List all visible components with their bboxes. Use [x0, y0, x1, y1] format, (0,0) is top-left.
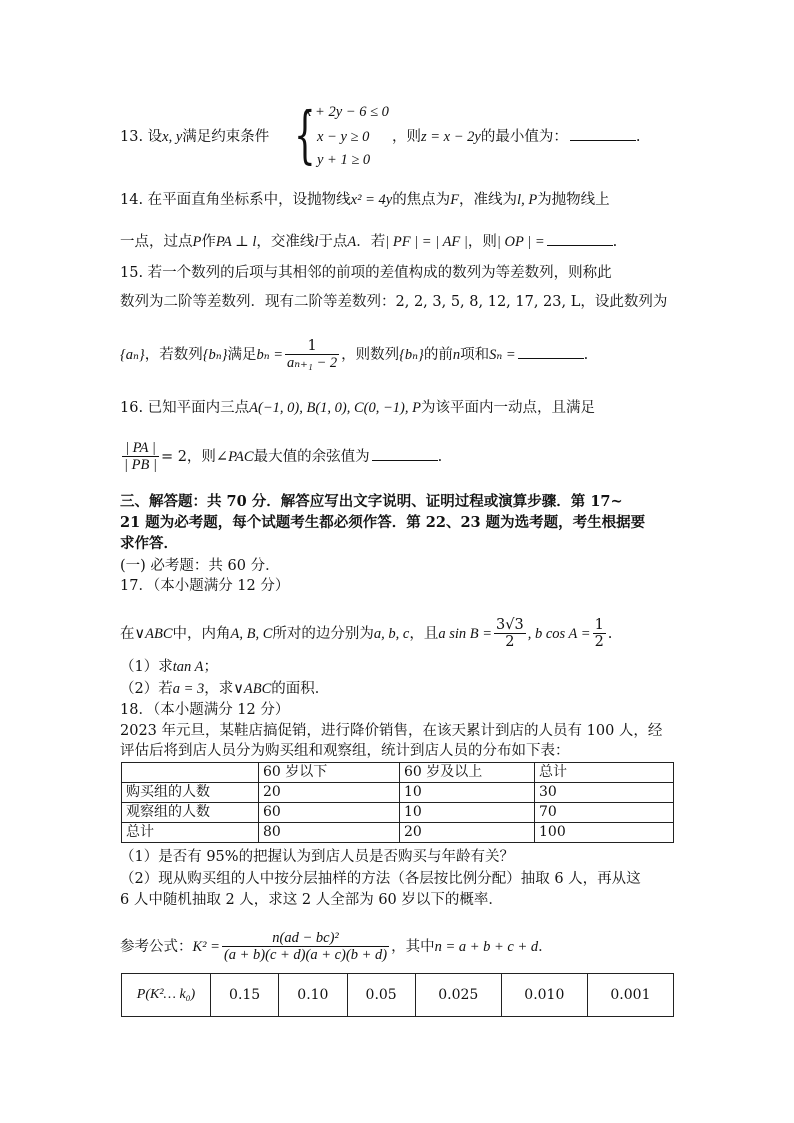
q13-end: . — [635, 129, 641, 145]
table-cell: 0.025 — [415, 974, 501, 1017]
q14-perp: PA ⊥ l — [215, 234, 257, 250]
q14-l: l — [314, 234, 319, 250]
q15-an: {aₙ} — [120, 347, 145, 363]
q14-A: A — [347, 234, 357, 250]
q16-fraction — [122, 440, 159, 474]
q13-constraint-1: x + 2y − 6 ≤ 0 — [305, 104, 389, 120]
q13-expr: z = x − 2y — [421, 129, 481, 145]
q17-p2-b: ，求 — [204, 681, 234, 697]
table-cell: 80 — [259, 823, 400, 843]
q13-then: ，则 — [392, 129, 421, 145]
q17-text-b: 中，内角 — [172, 626, 231, 642]
q17-p1-expr: tan A — [172, 659, 204, 675]
q13-number: 13. 设 — [120, 129, 163, 145]
q13-constraint-2: x − y ≥ 0 — [317, 129, 370, 145]
table-cell: 30 — [535, 783, 674, 803]
q18-part-2-line-2: 6 人中随机抽取 2 人，求这 2 人全部为 60 岁以下的概率． — [120, 892, 503, 908]
q14-op: | OP | = — [496, 234, 545, 250]
q14-F: F — [450, 192, 460, 208]
q15-end: . — [583, 347, 589, 363]
section3-line-3: 求作答． — [120, 535, 178, 552]
table-cell: 0.001 — [587, 974, 673, 1017]
q16-text-a: 16. 已知平面内三点 — [120, 400, 250, 416]
q17-f2-den: 2 — [594, 634, 604, 650]
q14-P: P — [192, 234, 202, 250]
table-header-cell — [122, 763, 259, 783]
q13-line — [120, 127, 269, 147]
q17-p1-a: （1）求 — [120, 659, 173, 675]
q17-sides: a, b, c — [373, 626, 410, 642]
q15-frac-den: aₙ₊₁ − 2 — [287, 355, 338, 371]
q16-text-c: ，则 — [186, 449, 216, 465]
formula-n: n = a + b + c + d — [434, 939, 539, 955]
formula-lhs: K² = — [192, 939, 220, 955]
q16-answer-blank — [372, 447, 438, 461]
q13-text: 满足约束条件 — [182, 129, 270, 145]
q14-text-c: ，准线为 — [459, 192, 518, 208]
q15-text-a: 数列为二阶等差数列．现有二阶等差数列： — [120, 294, 396, 310]
table-cell: 0.15 — [211, 974, 279, 1017]
table-row — [122, 803, 674, 823]
q17-part-2 — [120, 679, 329, 699]
table-cell: 0.05 — [347, 974, 415, 1017]
table-cell: 10 — [400, 803, 535, 823]
q15-n: n — [452, 347, 461, 363]
reference-formula — [120, 930, 553, 964]
q15-text-d: 满足 — [227, 347, 257, 363]
q17-stem — [120, 617, 612, 651]
q16-text-d: 最大值的余弦值为 — [253, 449, 370, 465]
table-cell: 20 — [400, 823, 535, 843]
table-cell: 70 — [535, 803, 674, 823]
q16-eq: = 2 — [160, 449, 187, 465]
table-cell: 购买组的人数 — [122, 783, 259, 803]
q17-p2-a: （2）若 — [120, 681, 173, 697]
formula-label: 参考公式： — [120, 939, 193, 955]
q17-text-c: 所对的边分别为 — [272, 626, 374, 642]
q16-frac-den: | PB | — [124, 457, 157, 473]
table-row — [122, 823, 674, 843]
distribution-table — [121, 762, 674, 843]
q17-p2-c: 的面积． — [271, 681, 330, 697]
table-header-cell: 60 岁及以上 — [400, 763, 535, 783]
q15-sequence: 2, 2, 3, 5, 8, 12, 17, 23, L — [395, 294, 581, 310]
q14-text-a: 14. 在平面直角坐标系中，设抛物线 — [120, 192, 351, 208]
q15-answer-blank — [518, 345, 584, 359]
q18-part-2-line-1: （2）现从购买组的人中按分层抽样的方法（各层按比例分配）抽取 6 人，再从这 — [120, 871, 641, 887]
q15-text-f: 的前 — [423, 347, 453, 363]
q15-line-3 — [120, 338, 588, 372]
q15-frac-num: 1 — [285, 338, 339, 355]
q15-text-b: ，设此数列为 — [580, 294, 668, 310]
table-cell: 观察组的人数 — [122, 803, 259, 823]
table-cell: 0.010 — [501, 974, 587, 1017]
table-header-cell: P(K²… k₀) — [122, 974, 211, 1017]
q14-answer-blank — [547, 232, 613, 246]
q17-p1-b: ； — [203, 659, 218, 675]
q14-end: . — [612, 234, 618, 250]
q17-angles: A, B, C — [230, 626, 273, 642]
table-header-cell: 60 岁以下 — [259, 763, 400, 783]
section3-line-1: 三、解答题：共 70 分．解答应写出文字说明、证明过程或演算步骤．第 17~ — [120, 493, 623, 510]
section3-line-2: 21 题为必考题，每个试题考生都必须作答．第 22、23 题为选考题，考生根据要 — [120, 514, 646, 531]
q14-text-f: 作 — [201, 234, 216, 250]
q16-angle: ∠PAC — [215, 449, 254, 465]
q15-text-c: ，若数列 — [144, 347, 203, 363]
table-header-row — [122, 763, 674, 783]
formula-where: ，其中 — [391, 939, 435, 955]
critical-value-table — [121, 973, 674, 1017]
q15-bn2: {bₙ} — [399, 347, 424, 363]
q16-line-2 — [120, 440, 442, 474]
q13-answer-blank — [570, 127, 636, 141]
q15-fraction — [285, 338, 339, 372]
q14-lP: l, P — [517, 192, 538, 208]
q17-text-d: ，且 — [409, 626, 439, 642]
q17-p2-expr: a = 3 — [172, 681, 205, 697]
q14-line-2 — [120, 232, 617, 252]
q18-stem-1: 2023 年元旦，某鞋店搞促销，进行降价销售，在该天累计到店的人员有 100 人，经 — [120, 723, 663, 739]
table-cell: 60 — [259, 803, 400, 823]
table-cell: 0.10 — [279, 974, 347, 1017]
q15-line-1: 15. 若一个数列的后项与其相邻的前项的差值构成的数列为等差数列，则称此 — [120, 265, 612, 281]
q16-points: A(−1, 0), B(1, 0), C(0, −1), P — [249, 400, 421, 416]
table-row — [122, 974, 674, 1017]
q17-lhs1: a sin B = — [438, 626, 493, 642]
formula-fraction — [222, 930, 389, 964]
q17-lhs2: , b cos A = — [527, 626, 591, 642]
q17-fraction-1 — [494, 617, 526, 651]
q15-text-g: 项和 — [460, 347, 490, 363]
q15-sn: Sₙ = — [489, 347, 516, 363]
q14-text-b: 的焦点为 — [392, 192, 451, 208]
q15-text-e: ，则数列 — [341, 347, 400, 363]
formula-end: ． — [538, 939, 553, 955]
table-cell: 10 — [400, 783, 535, 803]
q16-end: . — [437, 449, 443, 465]
table-cell: 总计 — [122, 823, 259, 843]
q16-frac-num: | PA | — [122, 440, 159, 457]
q16-text-b: 为该平面内一动点，且满足 — [420, 400, 595, 416]
q14-text-e: 一点，过点 — [120, 234, 193, 250]
required-heading: (一) 必考题：共 60 分． — [120, 558, 280, 574]
q17-f1-num: 3√3 — [496, 617, 524, 633]
q13-brace: { — [294, 98, 316, 171]
q16-line-1 — [120, 398, 595, 418]
formula-den: (a + b)(c + d)(a + c)(b + d) — [223, 947, 388, 963]
q15-line-2 — [120, 292, 667, 312]
q18-title: 18．（本小题满分 12 分） — [120, 702, 290, 718]
q15-bn: {bₙ} — [202, 347, 228, 363]
q17-f2-num: 1 — [594, 617, 604, 633]
q13-constraint-3: y + 1 ≥ 0 — [317, 152, 371, 168]
q15-bn-eq: bₙ = — [256, 347, 284, 363]
q14-line-1 — [120, 190, 610, 210]
q14-text-d: 为抛物线上 — [537, 192, 610, 208]
q17-fraction-2 — [593, 617, 606, 651]
q17-text-a: 在 — [120, 626, 135, 642]
table-cell: 20 — [259, 783, 400, 803]
q18-part-1: （1）是否有 95%的把握认为到店人员是否购买与年龄有关？ — [120, 849, 515, 865]
table-cell: 100 — [535, 823, 674, 843]
q17-title: 17．（本小题满分 12 分） — [120, 578, 290, 594]
q17-part-1 — [120, 657, 218, 677]
q13-tail — [392, 127, 640, 147]
q17-f1-den: 2 — [505, 634, 515, 650]
q14-parabola: x² = 4y — [350, 192, 393, 208]
q13-vars: x, y — [162, 129, 183, 145]
q18-stem-2: 评估后将到店人员分为购买组和观察组，统计到店人员的分布如下表： — [120, 743, 570, 759]
q17-end: . — [607, 626, 613, 642]
table-row — [122, 783, 674, 803]
q14-text-g: ，交准线 — [256, 234, 315, 250]
formula-num: n(ad − bc)² — [222, 930, 389, 947]
q14-cond: | PF | = | AF | — [385, 234, 468, 250]
q14-text-i: ．若 — [356, 234, 386, 250]
q14-text-h: 于点 — [318, 234, 348, 250]
q17-triangle: ∨ABC — [134, 626, 173, 642]
q17-p2-triangle: ∨ABC — [233, 681, 272, 697]
q13-suffix: 的最小值为： — [480, 129, 568, 145]
q14-text-j: ，则 — [467, 234, 497, 250]
table-header-cell: 总计 — [535, 763, 674, 783]
